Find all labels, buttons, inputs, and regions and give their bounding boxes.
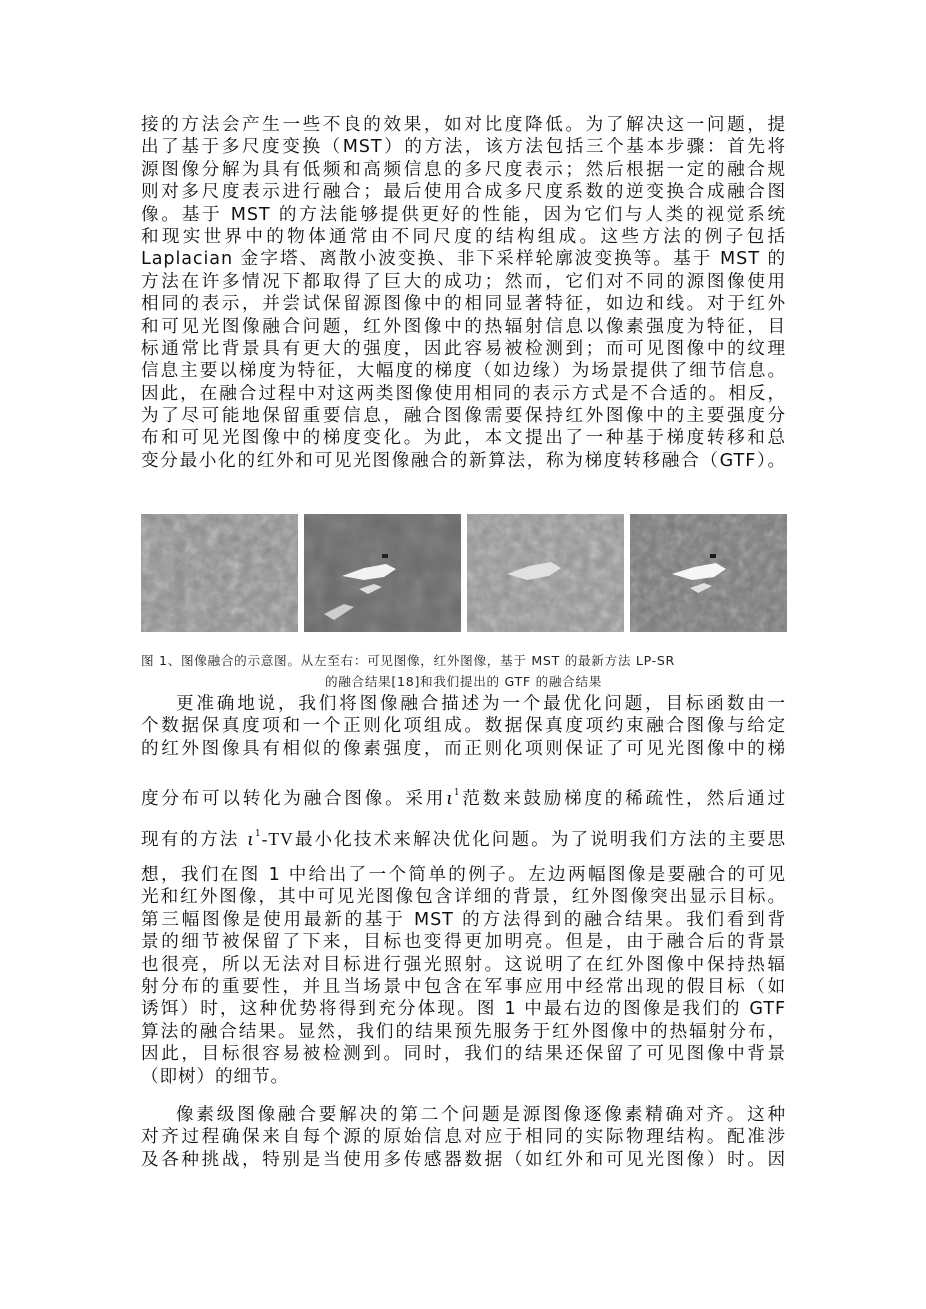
text-line: 个数据保真度项和一个正则化项组成。数据保真度项约束融合图像与给定 — [141, 716, 786, 737]
text-line: 源图像分解为具有低频和高频信息的多尺度表示；然后根据一定的融合规 — [141, 159, 786, 180]
lp-sr-fusion-graphic — [467, 514, 624, 632]
text-line: 景的细节被保留了下来，目标也变得更加明亮。但是，由于融合后的背景 — [141, 932, 786, 953]
caption-line: 的融合结果[18]和我们提出的 GTF 的融合结果 — [324, 674, 603, 689]
text-line: 和可见光图像融合问题，红外图像中的热辐射信息以像素强度为特征，目 — [141, 316, 786, 337]
text-line: 则对多尺度表示进行融合；最后使用合成多尺度系数的逆变换合成融合图 — [141, 182, 786, 203]
text-line: 布和可见光图像中的梯度变化。为此，本文提出了一种基于梯度转移和总 — [141, 428, 786, 449]
gtf-fusion-graphic — [630, 514, 787, 632]
text-line: 射分布的重要性，并且当场景中包含在军事应用中经常出现的假目标（如 — [141, 976, 786, 997]
text-segment: 现有的方法 — [141, 830, 240, 850]
text-line: 和现实世界中的物体通常由不同尺度的结构组成。这些方法的例子包括 — [141, 226, 786, 247]
paragraph-registration — [141, 1104, 786, 1171]
text-line: 出了基于多尺度变换（MST）的方法，该方法包括三个基本步骤：首先将 — [141, 137, 786, 158]
text-line — [141, 823, 786, 850]
text-line: 变分最小化的红外和可见光图像融合的新算法，称为梯度转移融合（GTF）。 — [141, 450, 786, 471]
paragraph-method-l1 — [141, 782, 786, 809]
paragraph-example — [141, 864, 786, 1088]
visible-image-graphic — [141, 514, 298, 632]
infrared-image — [304, 514, 461, 632]
text-line: 光和红外图像，其中可见光图像包含详细的背景，红外图像突出显示目标。 — [141, 887, 786, 908]
text-line: 及各种挑战，特别是当使用多传感器数据（如红外和可见光图像）时。因 — [141, 1149, 786, 1170]
text-line: 算法的融合结果。显然，我们的结果预先服务于红外图像中的热辐射分布， — [141, 1021, 786, 1042]
text-line: 第三幅图像是使用最新的基于 MST 的方法得到的融合结果。我们看到背 — [141, 909, 786, 930]
text-line: 相同的表示，并尝试保留源图像中的相同显著特征，如边和线。对于红外 — [141, 294, 786, 315]
math-superscript: 1 — [453, 788, 461, 798]
text-line: 也很亮，所以无法对目标进行强光照射。这说明了在红外图像中保持热辐 — [141, 954, 786, 975]
text-segment: 度分布可以转化为融合图像。采用 — [141, 789, 447, 809]
text-line: 因此，在融合过程中对这两类图像使用相同的表示方式是不合适的。相反， — [141, 383, 786, 404]
text-line: 为了尽可能地保留重要信息，融合图像需要保持红外图像中的主要强度分 — [141, 406, 786, 427]
text-segment: 范数来鼓励梯度的稀疏性，然后通过 — [460, 789, 786, 809]
paragraph-method — [141, 693, 786, 760]
paragraph-intro — [141, 114, 786, 472]
text-segment: 最小化技术来解决优化问题。为了说明我们方法的主要思 — [293, 830, 786, 850]
gtf-fusion-image — [630, 514, 787, 632]
math-superscript: 1 — [254, 829, 262, 839]
text-line: 信息主要以梯度为特征，大幅度的梯度（如边缘）为场景提供了细节信息。 — [141, 361, 786, 382]
figure-caption — [141, 650, 786, 692]
figure-1 — [141, 514, 786, 632]
infrared-image-graphic — [304, 514, 461, 632]
text-line: 更准确地说，我们将图像融合描述为一个最优化问题，目标函数由一 — [176, 694, 786, 714]
text-line: 对齐过程确保来自每个源的原始信息对应于相同的实际物理结构。配准涉 — [141, 1127, 786, 1148]
math-iota: ι — [446, 789, 454, 809]
paragraph-method-tv — [141, 823, 786, 850]
lp-sr-fusion-image — [467, 514, 624, 632]
text-line — [141, 782, 786, 809]
visible-image — [141, 514, 298, 632]
text-line: 因此，目标很容易被检测到。同时，我们的结果还保留了可见图像中背景 — [141, 1044, 786, 1065]
text-line: Laplacian 金字塔、离散小波变换、非下采样轮廓波变换等。基于 MST 的 — [141, 249, 786, 270]
text-line: 诱饵）时，这种优势将得到充分体现。图 1 中最右边的图像是我们的 GTF — [141, 999, 786, 1020]
math-iota: ι — [247, 830, 255, 850]
text-line: 像。基于 MST 的方法能够提供更好的性能，因为它们与人类的视觉系统 — [141, 204, 786, 225]
text-line: （即树）的细节。 — [141, 1066, 289, 1087]
text-line: 想，我们在图 1 中给出了一个简单的例子。左边两幅图像是要融合的可见 — [141, 865, 786, 885]
text-line: 方法在许多情况下都取得了巨大的成功；然而，它们对不同的源图像使用 — [141, 271, 786, 292]
math-tv: -TV — [261, 829, 294, 849]
text-line: 像素级图像融合要解决的第二个问题是源图像逐像素精确对齐。这种 — [176, 1105, 786, 1125]
text-line: 的红外图像具有相似的像素强度，而正则化项则保证了可见光图像中的梯 — [141, 738, 786, 759]
text-line: 接的方法会产生一些不良的效果，如对比度降低。为了解决这一问题，提 — [141, 115, 786, 135]
text-line: 标通常比背景具有更大的强度，因此容易被检测到；而可见图像中的纹理 — [141, 338, 786, 359]
caption-line: 图 1、图像融合的示意图。从左至右：可见图像，红外图像，基于 MST 的最新方法 LP-SR — [141, 653, 675, 668]
